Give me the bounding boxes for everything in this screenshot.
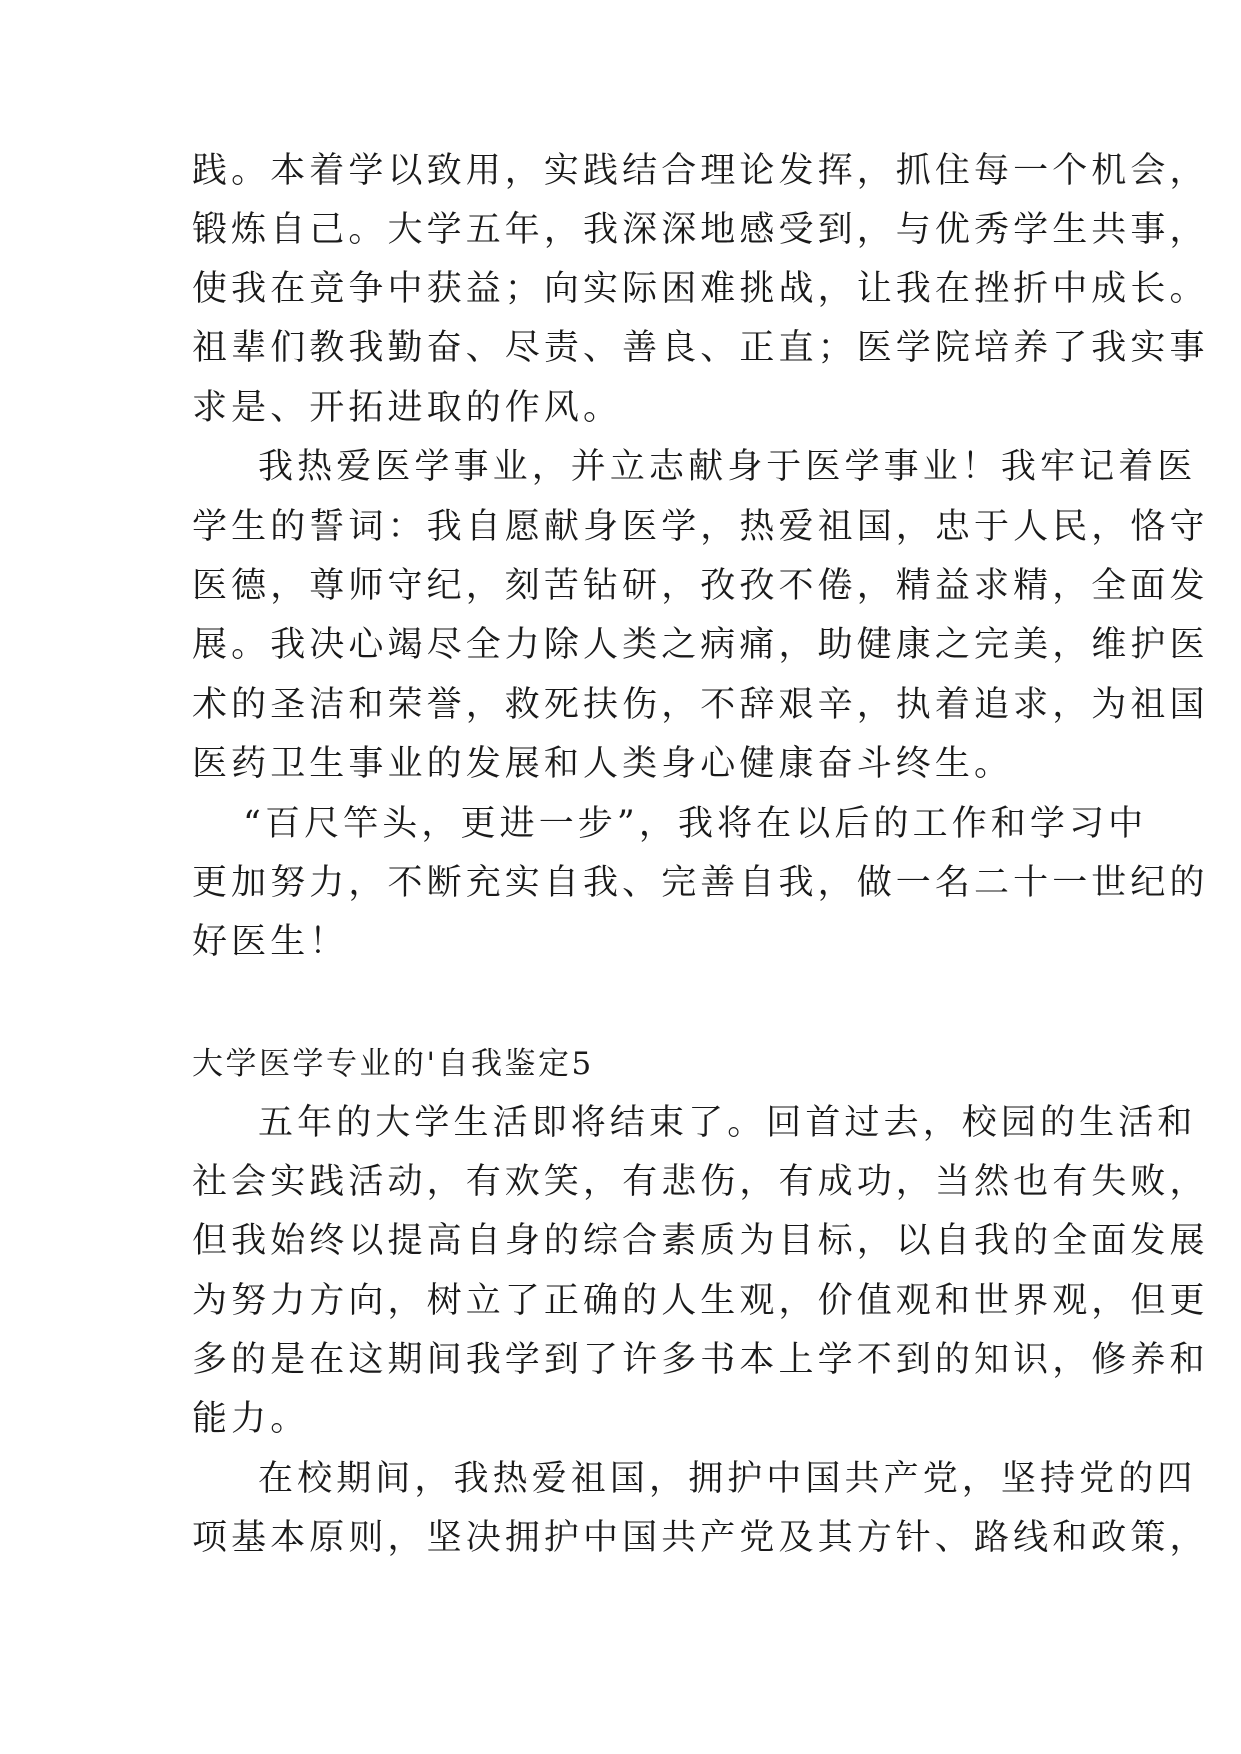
paragraph-first-line: 我热爱医学事业，并立志献身于医学事业！我牢记着医 [258,447,1197,487]
text-line: 使我在竞争中获益；向实际困难挑战，让我在挫折中成长。 [192,269,1209,309]
text-line: 多的是在这期间我学到了许多书本上学不到的知识，修养和 [192,1340,1209,1380]
paragraph-first-line: “百尺竿头，更进一步”，我将在以后的工作和学习中 [243,804,1148,844]
text-line: 能力。 [192,1399,310,1439]
section-heading: 大学医学专业的'自我鉴定5 [192,1046,594,1082]
text-line: 践。本着学以致用，实践结合理论发挥，抓住每一个机会， [192,151,1209,191]
text-line: 术的圣洁和荣誉，救死扶伤，不辞艰辛，执着追求，为祖国 [192,685,1209,725]
text-line: 锻炼自己。大学五年，我深深地感受到，与优秀学生共事， [192,210,1209,250]
text-line: 好医生！ [192,922,349,962]
text-line: 社会实践活动，有欢笑，有悲伤，有成功，当然也有失败， [192,1162,1209,1202]
text-line: 医药卫生事业的发展和人类身心健康奋斗终生。 [192,744,1014,784]
text-line: 但我始终以提高自身的综合素质为目标，以自我的全面发展 [192,1221,1209,1261]
text-line: 项基本原则，坚决拥护中国共产党及其方针、路线和政策， [192,1518,1209,1558]
paragraph-first-line: 五年的大学生活即将结束了。回首过去，校园的生活和 [258,1103,1197,1143]
text-line: 展。我决心竭尽全力除人类之病痛，助健康之完美，维护医 [192,625,1209,665]
text-line: 学生的誓词：我自愿献身医学，热爱祖国，忠于人民，恪守 [192,507,1209,547]
paragraph-first-line: 在校期间，我热爱祖国，拥护中国共产党，坚持党的四 [258,1459,1197,1499]
text-line: 为努力方向，树立了正确的人生观，价值观和世界观，但更 [192,1281,1209,1321]
text-line: 祖辈们教我勤奋、尽责、善良、正直；医学院培养了我实事 [192,328,1209,368]
text-line: 医德，尊师守纪，刻苦钻研，孜孜不倦，精益求精，全面发 [192,566,1209,606]
text-line: 求是、开拓进取的作风。 [192,388,623,428]
text-line: 更加努力，不断充实自我、完善自我，做一名二十一世纪的 [192,863,1209,903]
